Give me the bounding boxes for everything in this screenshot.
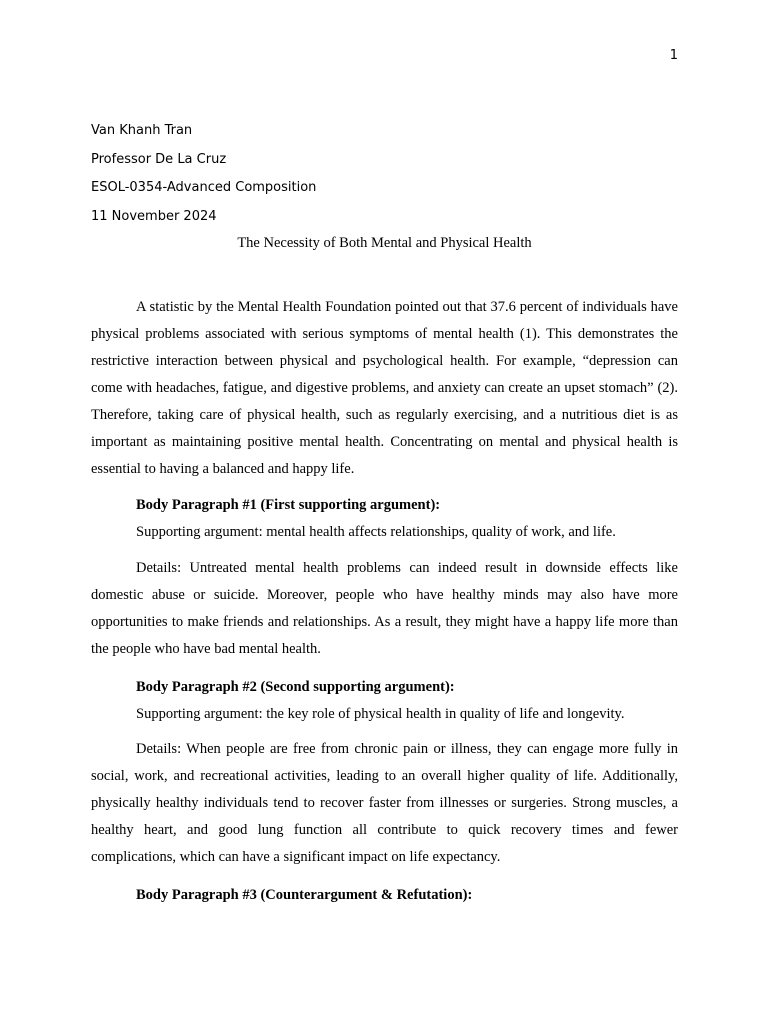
page-number: 1	[669, 48, 678, 63]
body-paragraph-1-details: Details: Untreated mental health problems can indeed result in downside effects like domestic abuse or suicide. Moreover, people who have healthy minds may also have more opportunities to make friends and relationships. As a result, they might have a happy life more than the people who have bad mental health.	[91, 560, 678, 657]
document-date: 11 November 2024	[91, 209, 217, 224]
body-paragraph-1-details-block	[91, 555, 678, 663]
body-paragraph-2-details: Details: When people are free from chronic pain or illness, they can engage more fully in social, work, and recreational activities, leading to an overall higher quality of life. Additionally, physically healthy individuals tend to recover faster from illnesses or surgeries. Strong muscles, a healthy heart, and good lung function all contribute to quick recovery times and fewer complications, which can have a significant impact on life expectancy.	[91, 741, 678, 865]
body-paragraph-1-argument: Supporting argument: mental health affects relationships, quality of work, and life.	[136, 524, 616, 540]
body-paragraph-3-section	[91, 886, 678, 904]
course-name: ESOL-0354-Advanced Composition	[91, 180, 317, 195]
body-paragraph-3-heading: Body Paragraph #3 (Counterargument & Refutation):	[136, 887, 473, 903]
body-paragraph-1-section	[91, 496, 678, 541]
body-paragraph-2-section	[91, 678, 678, 723]
professor-name: Professor De La Cruz	[91, 152, 227, 167]
intro-paragraph-block	[91, 294, 678, 483]
body-paragraph-1-heading: Body Paragraph #1 (First supporting argument):	[136, 497, 441, 513]
essay-title: The Necessity of Both Mental and Physical Health	[237, 235, 532, 251]
author-name: Van Khanh Tran	[91, 123, 193, 138]
body-paragraph-2-details-block	[91, 736, 678, 871]
intro-paragraph: A statistic by the Mental Health Foundation pointed out that 37.6 percent of individuals have physical problems associated with serious symptoms of mental health (1). This demonstrates the restrictive interaction between physical and psychological health. For example, “depression can come with headaches, fatigue, and digestive problems, and anxiety can create an upset stomach” (2). Therefore, taking care of physical health, such as regularly exercising, and a nutritious diet is as important as maintaining positive mental health. Concentrating on mental and physical health is essential to having a balanced and happy life.	[91, 299, 678, 477]
body-paragraph-2-argument: Supporting argument: the key role of physical health in quality of life and longevity.	[136, 706, 625, 722]
body-paragraph-2-heading: Body Paragraph #2 (Second supporting argument):	[136, 679, 455, 695]
